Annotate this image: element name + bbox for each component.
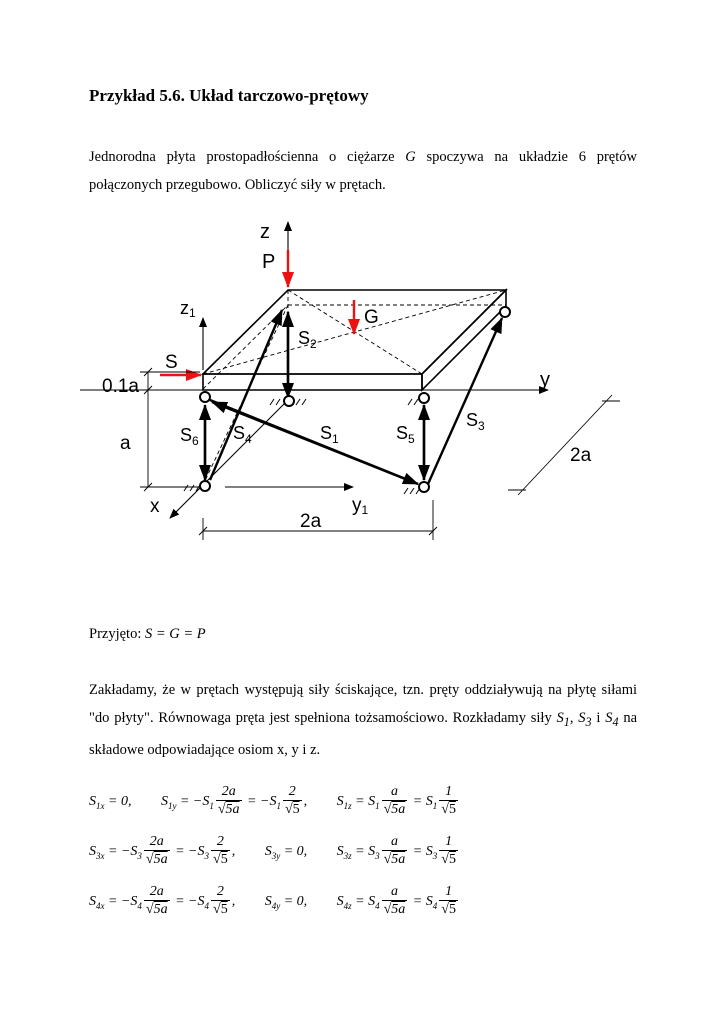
- assumption-label: Przyjęto:: [89, 626, 145, 642]
- assumption-formula: S = G = P: [144, 626, 206, 642]
- equation-row-2: [89, 834, 460, 869]
- rods: [205, 310, 502, 484]
- eq-S4y: $S_{4y} = 0$,: [264, 893, 308, 911]
- label-z-axis: z: [260, 221, 270, 243]
- dim-diagonal: [518, 395, 612, 495]
- section-title: Przykład 5.6. Układ tarczowo-prętowy: [89, 86, 369, 105]
- label-dim-a: a: [120, 433, 131, 454]
- label-rod-S5: $S_5$: [396, 423, 415, 446]
- equation-row-3: [89, 884, 460, 919]
- label-z1-axis: z1: [180, 298, 196, 320]
- decomposition-paragraph: [89, 676, 637, 764]
- label-dim-01a: 0.1a: [102, 376, 139, 397]
- x-axis: [170, 400, 288, 518]
- para2-text-1: Zakładamy, że w prętach występują siły ściskające, tzn. pręty oddziaływują na płytę siłami "do płyty". Równowaga pręta jest spełniona tożsamościowo. Rozkładamy siły: [89, 682, 637, 726]
- eq-S4x: $S_{4x} = -S_4$ $\frac{2a}{√5a}$ = $-S_4$ $\frac{2}{√5}$ ,: [89, 884, 236, 917]
- hinge-3: [284, 396, 294, 406]
- eq-S1x: $S_{1x} = 0$,: [89, 793, 132, 811]
- intro-text-2: spoczywa na układzie 6 prętów połączonych przegubowo. Obliczyć siły w prętach.: [89, 149, 637, 193]
- eq-S3x: $S_{3x} = -S_3$ $\frac{2a}{√5a}$ = $-S_3$ $\frac{2}{√5}$ ,: [89, 834, 236, 867]
- eq-S1z: $S_{1z} = S_1$ $\frac{a}{√5a}$ = $S_1$ $\frac{1}{√5}$: [336, 784, 456, 817]
- label-rod-S2: $S_2$: [298, 328, 317, 351]
- label-y1-axis: y1: [352, 495, 369, 517]
- label-dim-2a-bottom: 2a: [300, 511, 322, 532]
- hidden-edge-left: [203, 305, 288, 389]
- label-y-axis: y: [540, 369, 550, 391]
- label-rod-S4: $S_4$: [233, 423, 252, 446]
- label-rod-S3: $S_3$: [466, 410, 485, 433]
- plate-front-face: [203, 374, 422, 390]
- support-hatch-4: [408, 399, 418, 405]
- para2-s3: $S_3$: [578, 710, 592, 729]
- rod-S4: [210, 310, 282, 480]
- para2-s1: $S_1$: [556, 710, 570, 729]
- label-rod-S6: $S_6$: [180, 425, 199, 448]
- rod-S1-up: [212, 402, 418, 484]
- hinge-1: [200, 392, 210, 402]
- support-ticks: [184, 399, 420, 494]
- para2-s4: $S_4$: [605, 710, 619, 729]
- equation-row-1: [89, 784, 460, 819]
- hinge-5: [419, 482, 429, 492]
- assumption-line: [89, 620, 637, 648]
- para2-text-2: na składowe odpowiadające osiom x, y i z.: [89, 710, 637, 758]
- label-rod-S1: $S_1$: [320, 423, 339, 446]
- eq-S3z: $S_{3z} = S_3$ $\frac{a}{√5a}$ = $S_3$ $\frac{1}{√5}$: [336, 834, 456, 867]
- eq-S1y: $S_{1y} = -S_1$ $\frac{2a}{√5a}$ = $-S_1$ $\frac{2}{√5}$ ,: [160, 784, 308, 817]
- hinge-4: [419, 393, 429, 403]
- support-hatch-2: [404, 488, 420, 494]
- hinge-2: [200, 481, 210, 491]
- label-force-S: S: [165, 352, 178, 373]
- label-force-G: G: [364, 307, 379, 328]
- hinges: [200, 307, 510, 492]
- hinge-6: [500, 307, 510, 317]
- label-dim-2a-right: 2a: [570, 445, 592, 466]
- eq-S3y: $S_{3y} = 0$,: [264, 843, 308, 861]
- label-force-P: P: [262, 251, 276, 273]
- rod-S3: [428, 318, 502, 484]
- intro-symbol-G: G: [405, 149, 416, 165]
- eq-S4z: $S_{4z} = S_4$ $\frac{a}{√5a}$ = $S_4$ $\frac{1}{√5}$: [336, 884, 456, 917]
- dimensions: [140, 368, 620, 540]
- para2-sep1: ,: [569, 710, 579, 726]
- para2-sep2: i: [591, 710, 606, 726]
- label-x-axis: x: [150, 496, 160, 517]
- intro-text-1: Jednorodna płyta prostopadłościenna o ciężarze: [89, 149, 406, 165]
